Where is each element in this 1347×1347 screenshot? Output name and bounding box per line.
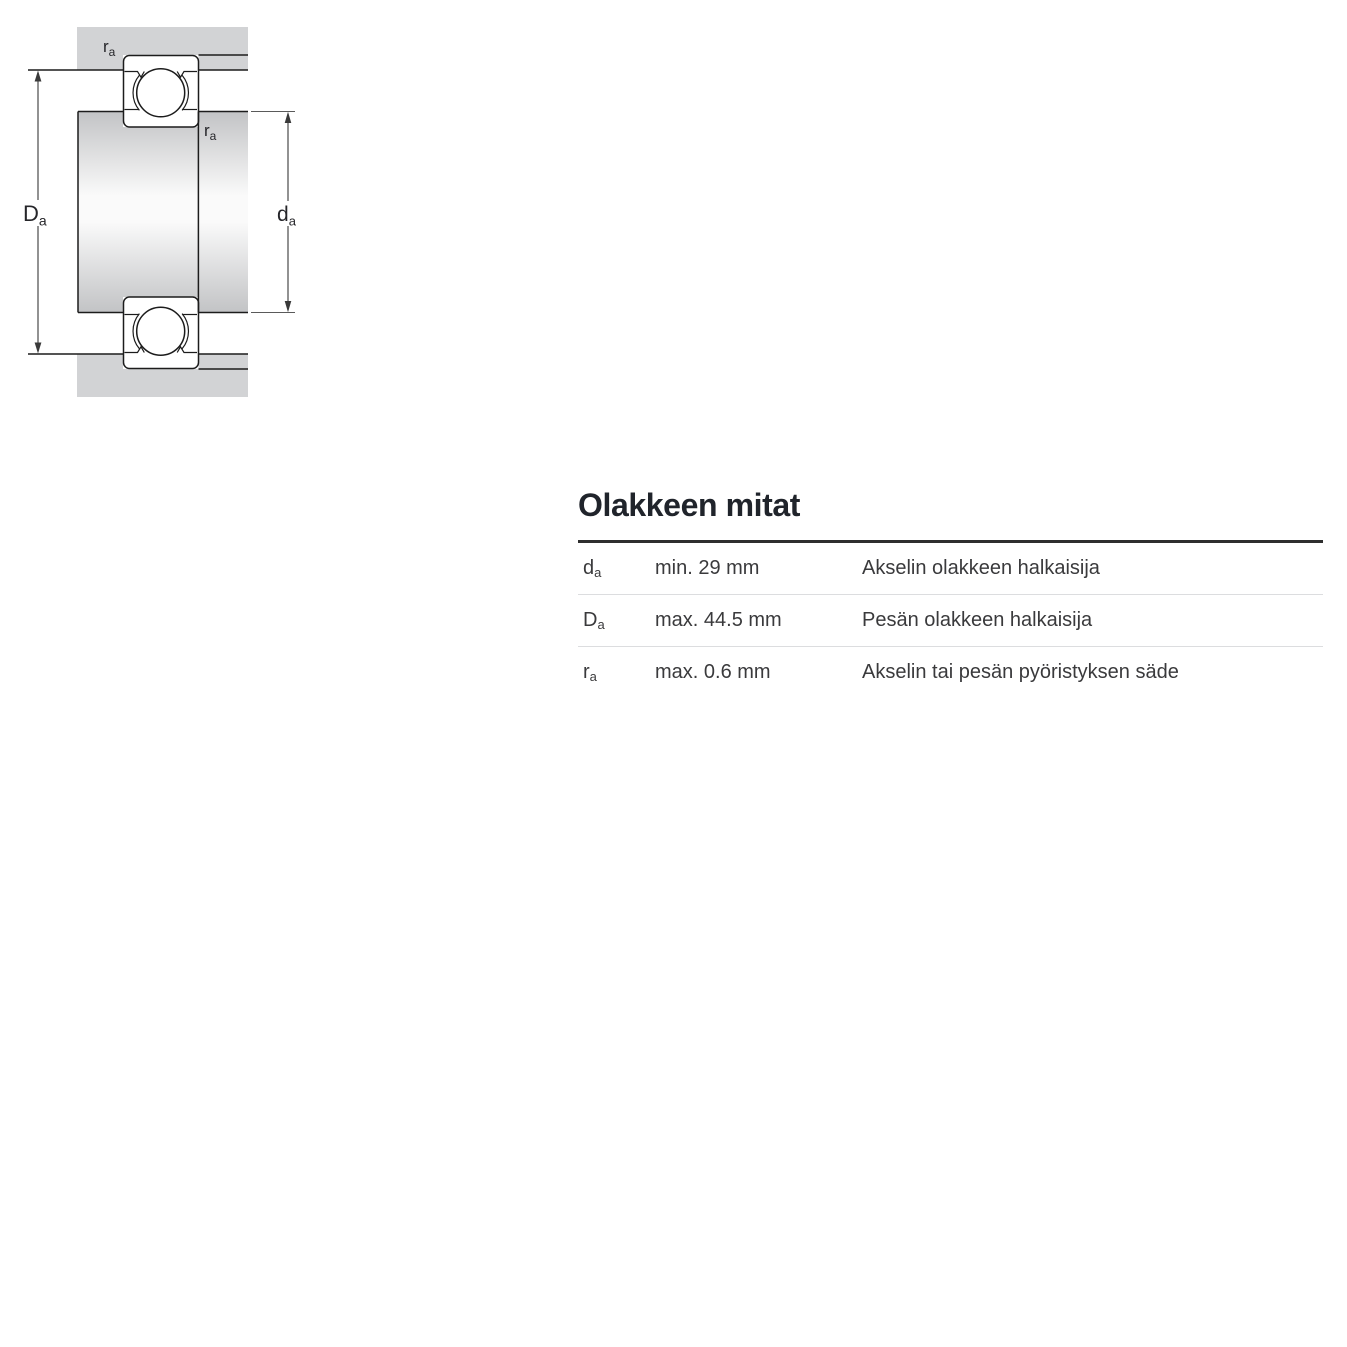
value-cell: max. 0.6 mm xyxy=(655,661,771,683)
ball-icon xyxy=(137,69,185,117)
ball-icon xyxy=(137,307,185,355)
abutment-dimensions-table xyxy=(578,486,1323,698)
label-da: $d_a$ xyxy=(277,203,296,229)
value-cell: max. 44.5 mm xyxy=(655,609,782,631)
label-ra-top: $r_a$ xyxy=(103,37,116,59)
symbol-cell: $d_a$ xyxy=(583,557,602,580)
value-cell: min. 29 mm xyxy=(655,557,760,579)
table-row-da xyxy=(578,543,1323,595)
description-cell: Pesän olakkeen halkaisija xyxy=(862,609,1093,631)
housing-bottom-section xyxy=(77,354,248,397)
description-cell: Akselin olakkeen halkaisija xyxy=(862,557,1100,579)
table-row-Da xyxy=(578,595,1323,647)
symbol-cell: $r_a$ xyxy=(583,661,597,684)
bearing-bottom-cross-section xyxy=(124,297,199,369)
table-row-ra xyxy=(578,647,1323,698)
bearing-top-cross-section xyxy=(124,56,199,128)
shaft-section xyxy=(78,112,248,313)
label-ra-mid: $r_a$ xyxy=(204,121,217,143)
bearing-mounting-diagram xyxy=(0,0,330,420)
symbol-cell: $D_a$ xyxy=(583,609,605,632)
label-Da: $D_a$ xyxy=(23,201,47,229)
table-title: Olakkeen mitat xyxy=(578,487,801,523)
description-cell: Akselin tai pesän pyöristyksen säde xyxy=(862,661,1179,683)
